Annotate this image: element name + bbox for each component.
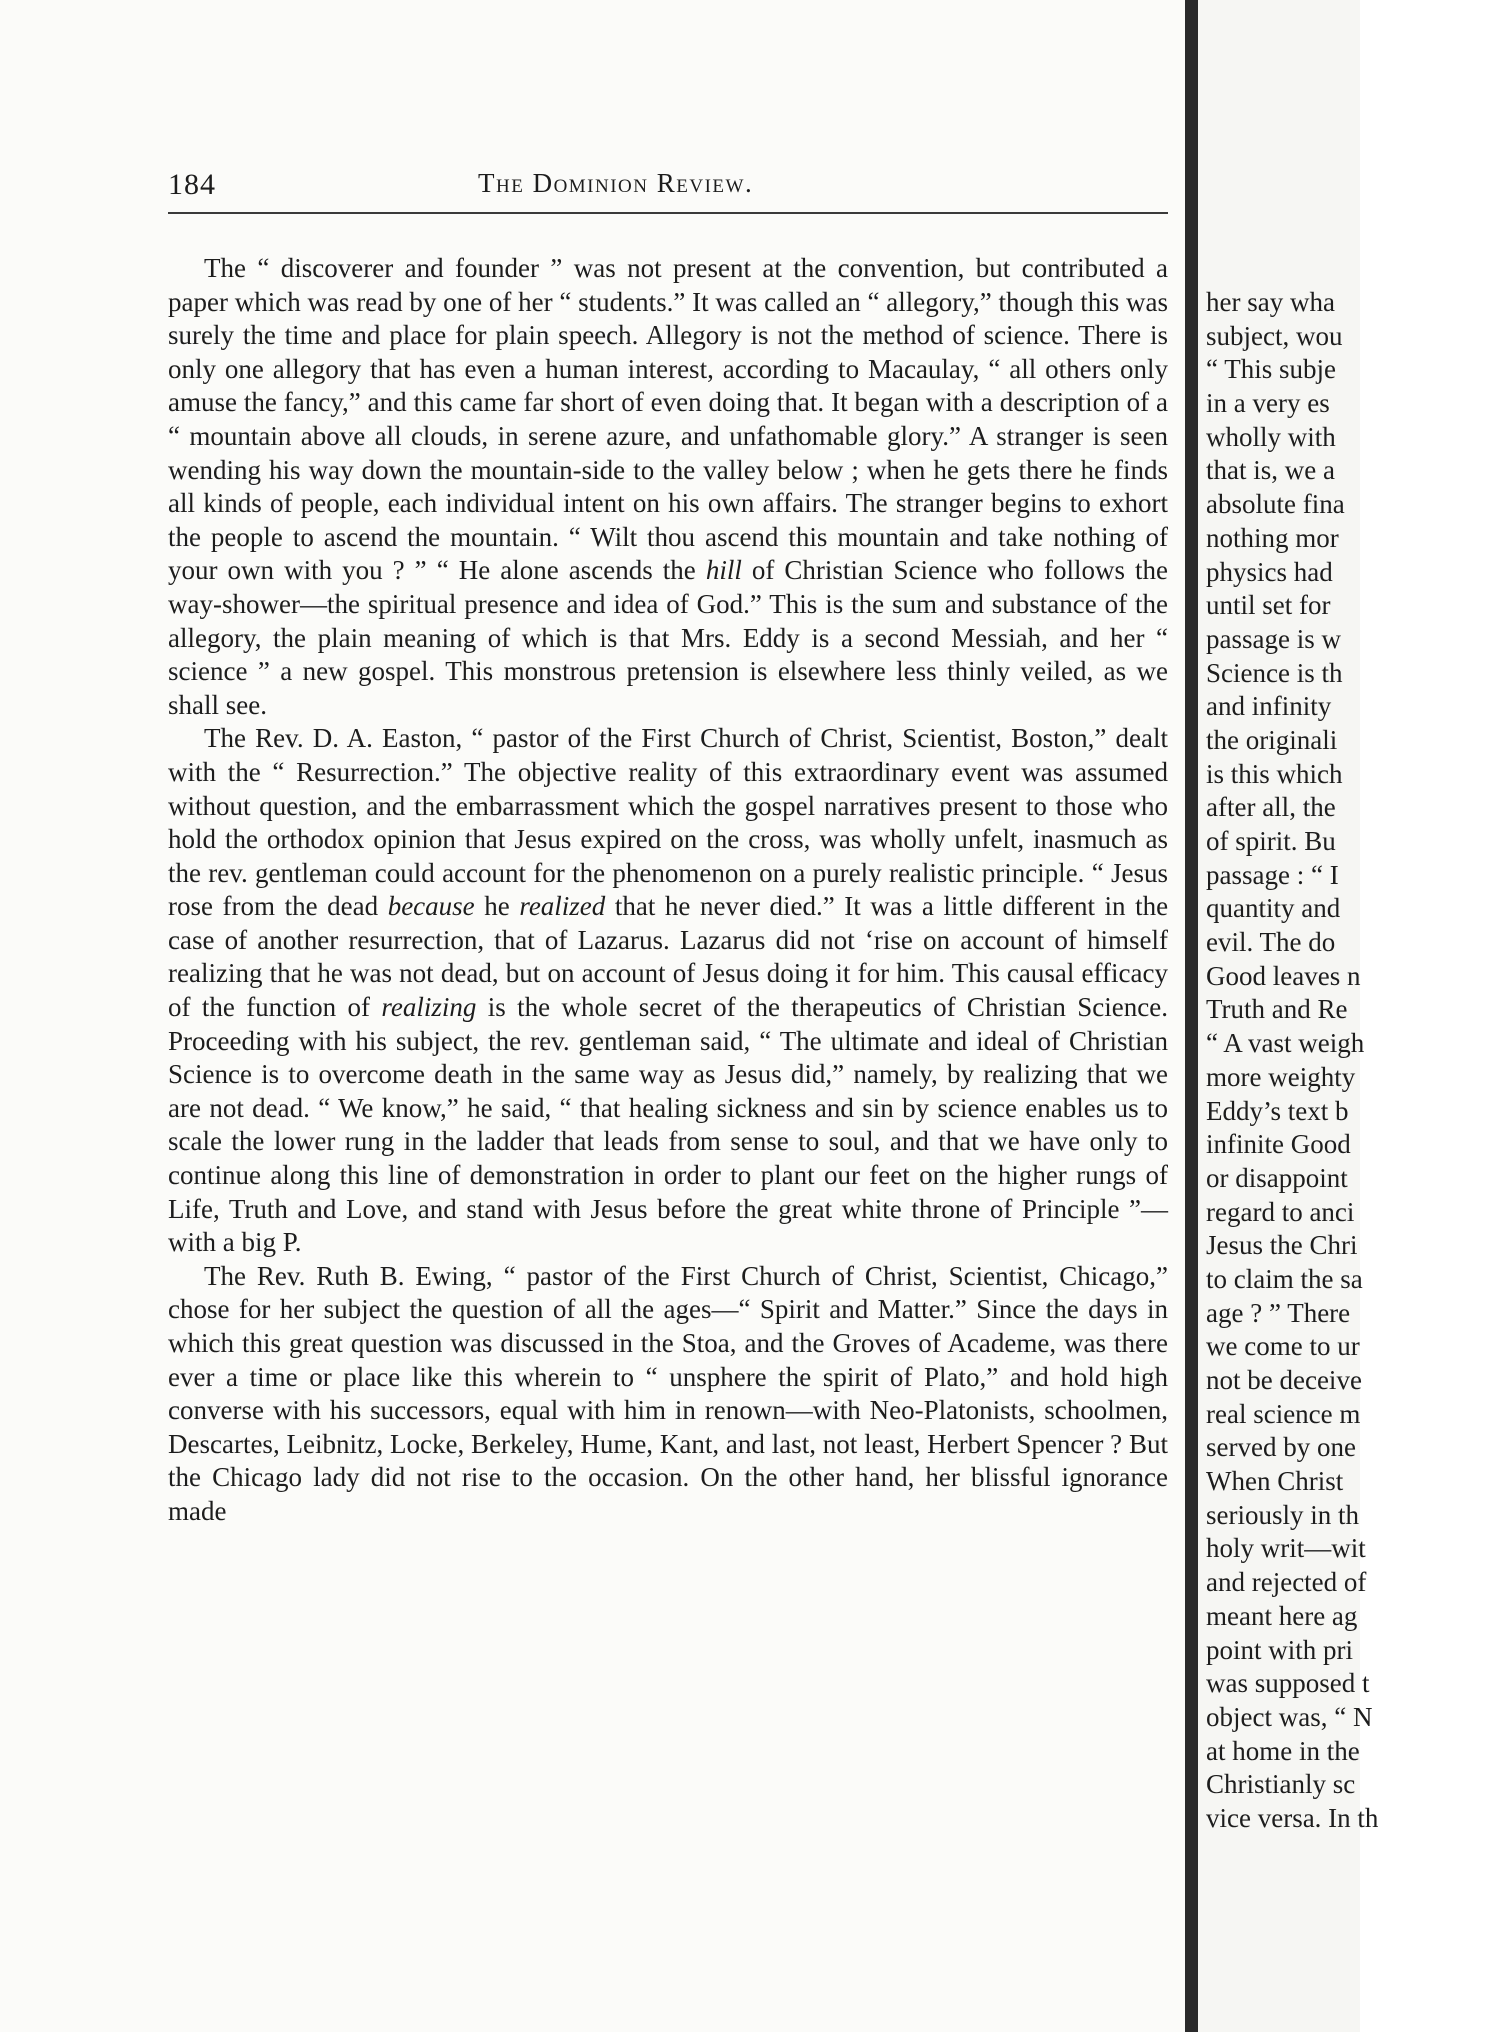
facing-page-line: age ? ” There [1206,1297,1351,1328]
facing-page-line: of spirit. Bu [1206,826,1336,856]
facing-page-line: absolute fina [1206,489,1345,520]
facing-page-line: to claim the sa [1206,1263,1363,1294]
facing-page-line: object was, “ N [1206,1701,1373,1732]
facing-page-line: Christianly sc [1206,1769,1356,1800]
facing-page-line: evil. The do [1206,927,1336,958]
facing-page-line: holy writ—wit [1206,1533,1366,1564]
paragraph-2-italic-1: because [387,891,475,922]
paragraph-3-text: The Rev. Ruth B. Ewing, “ pastor of the First Church of Christ, Scientist, Chicago,” chose for her subject the question of all the ages—“ Spirit and Matter.” Since the days in which this great question was discussed in the Stoa, and the Groves of Academe, was there ever a time or place like this wherein to “ unsphere the spirit of Plato,” and hold high converse with his successors, equal with him in renown—with Neo-Platonists, schoolmen, Descartes, Leibnitz, Locke, Berkeley, Hume, Kant, and last, not least, Herbert Spencer ? But the Chicago lady did not rise to the occasion. On the other hand, her blissful ignorance made [168,1260,1168,1526]
facing-page-line: seriously in th [1206,1499,1359,1530]
facing-page-line: passage : “ I [1206,859,1339,890]
running-title: The Dominion Review. [478,168,754,198]
paragraph-1-text-a: The “ discoverer and founder ” was not present at the convention, but contributed a paper which was read by one of her “ students.” It was called an “ allegory,” though this was surely the time and place for plain speech. Allegory is not the method of science. There is only one allegory that has even a human interest, according to Macaulay, “ all others only amuse the fancy,” and this came far short of even doing that. It began with a description of a “ mountain above all clouds, in serene azure, and unfathomable glory.” A stranger is seen wending his way down the mountain-side to the valley below ; when he gets there he finds all kinds of people, each individual intent on his own affairs. The stranger begins to exhort the people to ascend the mountain. “ Wilt thou ascend this mountain and take nothing of your own with you ? ” “ He alone ascends the [168,253,1168,586]
facing-page-line: meant here ag [1206,1600,1358,1631]
facing-page-line: served by one [1206,1432,1356,1463]
paragraph-2-text-d: is the whole secret of the therapeutics of Christian Science. Proceeding with his subject, the rev. gentleman said, “ The ultimate and ideal of Christian Science is to overcome death in the same way as Jesus did,” namely, by realizing that we are not dead. “ We know,” he said, “ that healing sickness and sin by science enables us to scale the lower rung in the ladder that leads from sense to soul, and that we have only to continue along this line of demonstration in order to plant our feet on the higher rungs of Life, Truth and Love, and stand with Jesus before the great white throne of Principle ”—with a big P. [168,992,1168,1258]
paragraph-2-text-a: The Rev. D. A. Easton, “ pastor of the First Church of Christ, Scientist, Boston,” dealt with the “ Resurrection.” The objective reality of this extraordinary event was assumed without question, and the embarrassment which the gospel narratives present to those who hold the orthodox opinion that Jesus expired on the cross, was wholly unfelt, inasmuch as the rev. gentleman could account for the phenomenon on a purely realistic principle. “ Jesus rose from the dead [168,723,1168,922]
facing-page-line: nothing mor [1206,522,1339,553]
paragraph-2-italic-3: realizing [381,992,477,1023]
facing-page-line: “ A vast weigh [1206,1028,1365,1059]
facing-page-line: Science is th [1206,657,1343,688]
facing-page-line: Good leaves n [1206,960,1361,991]
facing-page-line: subject, wou [1206,320,1343,351]
facing-page-line: and infinity [1206,691,1332,722]
facing-page-line: or disappoint [1206,1162,1348,1193]
paragraph-2-text-c: that he never died.” It was a little different in the case of another resurrection, that of Lazarus. Lazarus did not ‘rise on account of himself realizing that he was not dead, but on account of Jesus doing it for him. This causal efficacy of the function of [168,891,1169,1023]
facing-page-line: real science m [1206,1398,1361,1429]
facing-page-line: not be deceive [1206,1365,1362,1395]
facing-page-line: When Christ [1206,1466,1344,1497]
facing-page-line: is this which [1206,758,1343,789]
facing-page-line: Jesus the Chri [1206,1230,1358,1261]
facing-page-line: was supposed t [1206,1668,1370,1699]
facing-page-line: physics had [1206,556,1333,587]
paragraph-2 [168,722,1168,1260]
facing-page-line: her say wha [1206,287,1335,317]
page-header [168,168,1168,208]
facing-page-line: regard to anci [1206,1196,1355,1227]
facing-page-line: Eddy’s text b [1206,1095,1349,1126]
header-rule [168,212,1168,214]
facing-page-line: after all, the [1206,792,1336,823]
facing-page-line: more weighty [1206,1061,1356,1092]
facing-page-line: that is, we a [1206,455,1335,486]
facing-page-text [1206,286,1506,1836]
facing-page-line: infinite Good [1206,1129,1351,1160]
facing-page-line: “ This subje [1206,354,1336,385]
facing-page-line: point with pri [1206,1634,1353,1665]
paragraph-1-text-b: of Christian Science who follows the way-shower—the spiritual presence and idea of God.” This is the sum and substance of the allegory, the plain meaning of which is that Mrs. Eddy is a second Messiah, and her “ science ” a new gospel. This monstrous pretension is elsewhere less thinly veiled, as we shall see. [168,555,1169,720]
facing-page-line: vice versa. In th [1206,1802,1379,1833]
page-number: 184 [168,168,216,201]
facing-page-line: the originali [1206,724,1338,755]
facing-page-line: at home in the [1206,1735,1360,1766]
facing-page-line: quantity and [1206,893,1341,924]
paragraph-2-text-b: he [484,891,510,922]
facing-page-line: wholly with [1206,421,1336,452]
facing-page-line: we come to ur [1206,1331,1360,1362]
facing-page-line: until set for [1206,590,1331,621]
facing-page-line: in a very es [1206,388,1330,419]
facing-page [1198,0,1379,2032]
facing-page-line: passage is w [1206,623,1341,654]
paragraph-1 [168,252,1168,722]
paragraph-3 [168,1260,1168,1529]
paragraph-1-italic: hill [705,555,742,586]
article-body [168,252,1168,1529]
page-gutter [1185,0,1198,2032]
paragraph-2-italic-2: realized [519,891,606,922]
facing-page-line: Truth and Re [1206,994,1348,1025]
facing-page-line: and rejected of [1206,1567,1367,1598]
